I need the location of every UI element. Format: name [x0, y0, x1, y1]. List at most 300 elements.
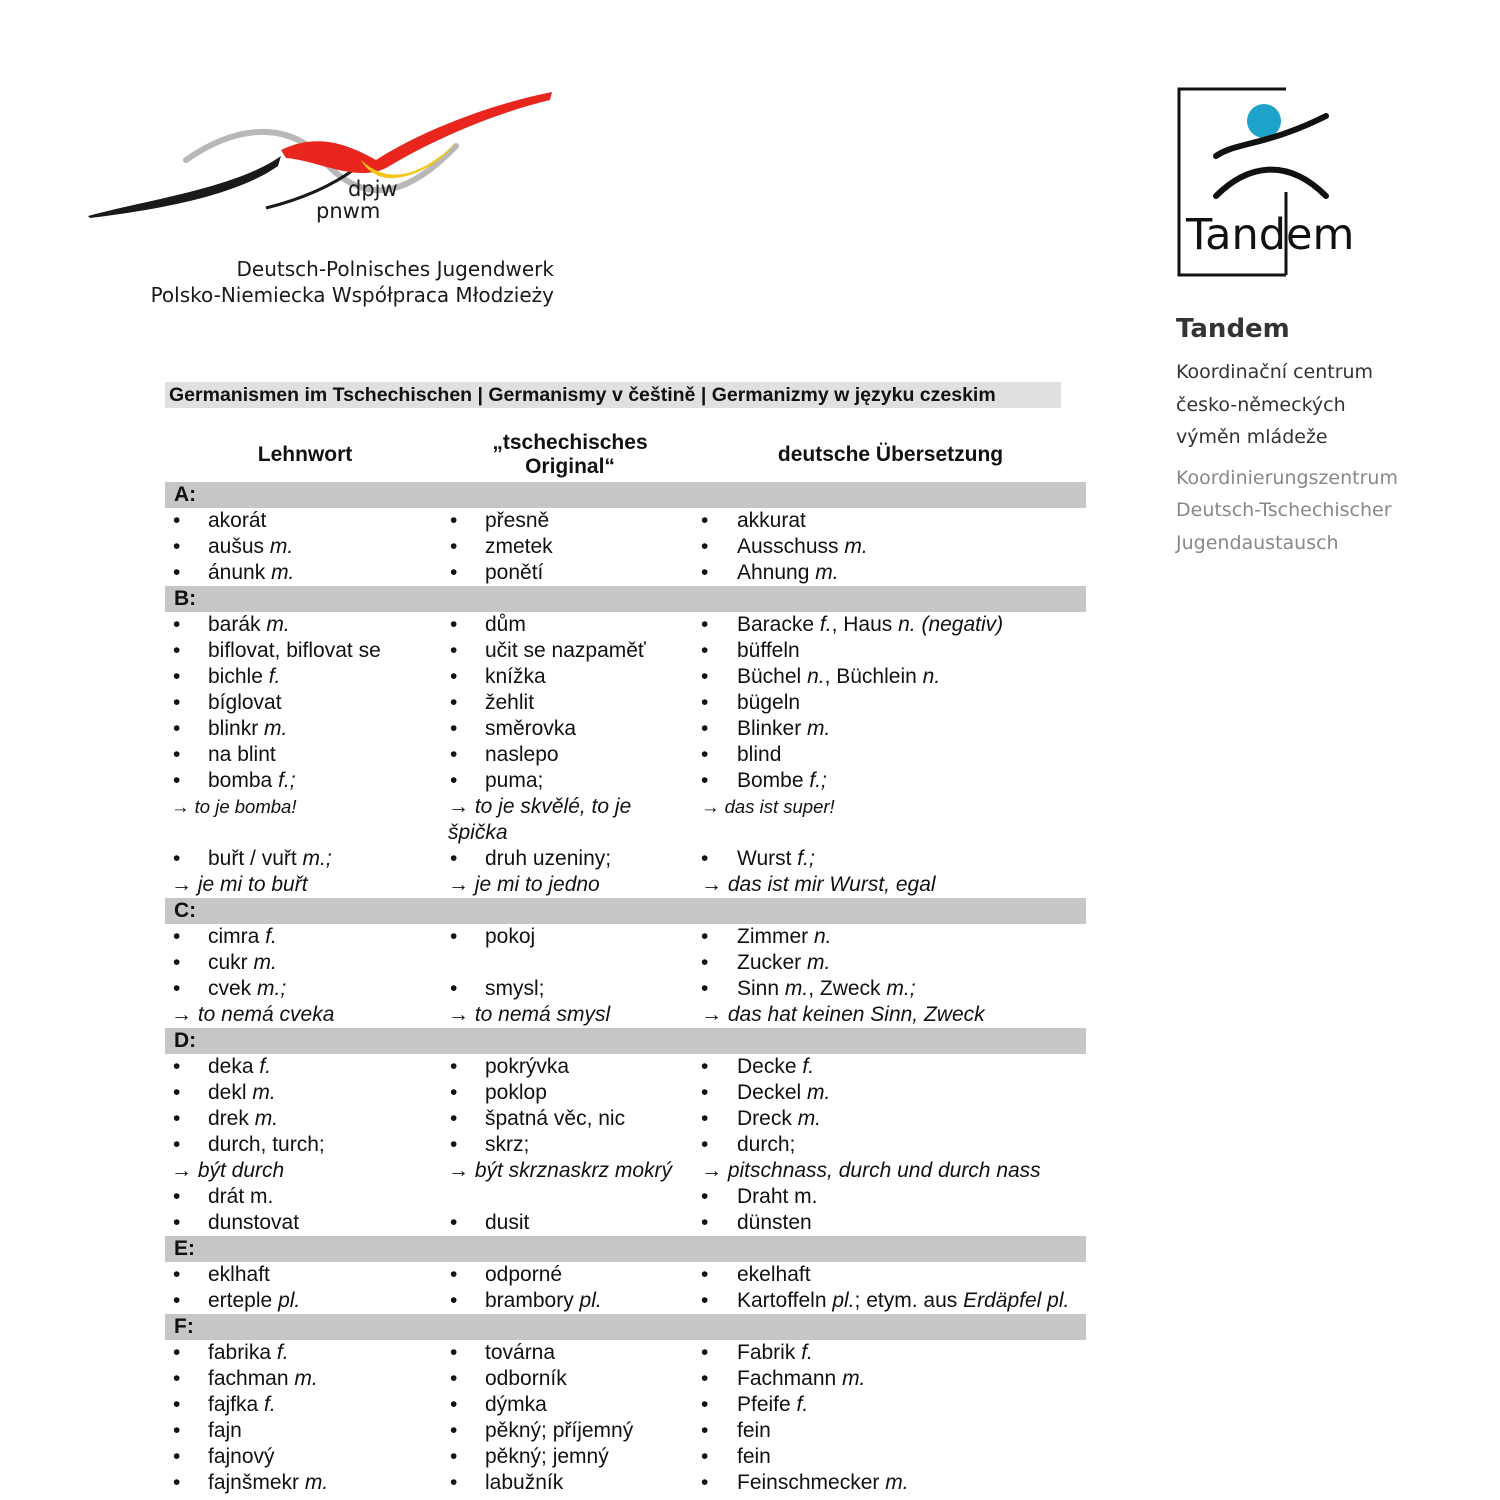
- entry-text: → je mi to jedno: [448, 873, 600, 896]
- tandem-logo: [1176, 86, 1356, 278]
- grammar-label: n.: [814, 925, 832, 948]
- entry-cell: [695, 534, 1086, 560]
- example-cell: [445, 1002, 695, 1028]
- table-row: [165, 1054, 1086, 1080]
- entry-text: Dreck: [737, 1107, 792, 1130]
- grammar-label: m.: [253, 951, 277, 974]
- entry-cell: [165, 1262, 445, 1288]
- entry-text: Büchel: [737, 665, 802, 688]
- grammar-label: pl.: [832, 1289, 855, 1312]
- entry-text: → to nemá cveka: [171, 1003, 335, 1026]
- entry-text: barák: [208, 613, 261, 636]
- grammar-label: f.: [819, 613, 832, 636]
- dpjw-name-pl: Polsko-Niemiecka Współpraca Młodzieży: [150, 283, 554, 307]
- table-row: [165, 1158, 1086, 1184]
- table-row: [165, 742, 1086, 768]
- tandem-title: Tandem: [1176, 314, 1290, 344]
- entry-text: Draht m.: [737, 1185, 818, 1208]
- entry-cell: [165, 716, 445, 742]
- entry-text: , Zweck: [808, 977, 881, 1000]
- entry-text: dýmka: [485, 1393, 547, 1416]
- entry-cell: [695, 1418, 1086, 1444]
- entry-cell: [695, 1444, 1086, 1470]
- entry-text: pěkný; jemný: [485, 1445, 609, 1468]
- grammar-label: f.: [268, 665, 281, 688]
- entry-cell: [695, 1054, 1086, 1080]
- entry-text: drát m.: [208, 1185, 274, 1208]
- column-header-translation: deutsche Übersetzung: [777, 443, 1004, 466]
- entry-text: , Büchlein: [824, 665, 917, 688]
- table-row: [165, 1080, 1086, 1106]
- entry-text: fajnšmekr: [208, 1471, 300, 1494]
- tandem-de-line: Koordinierungszentrum: [1176, 466, 1398, 489]
- entry-text: akkurat: [737, 509, 806, 532]
- grammar-label: m.: [815, 561, 839, 584]
- grammar-label: m.;: [257, 977, 287, 1000]
- table-row: [165, 1184, 1086, 1210]
- entry-cell: [165, 1132, 445, 1158]
- entry-text: durch;: [737, 1133, 796, 1156]
- entry-text: ponětí: [485, 561, 544, 584]
- entry-cell: [165, 1418, 445, 1444]
- table-row: [165, 794, 1086, 846]
- entry-cell: [445, 846, 695, 872]
- entry-text: naslepo: [485, 743, 559, 766]
- entry-text: fajnový: [208, 1445, 275, 1468]
- table-row: [165, 560, 1086, 586]
- grammar-label: f.: [802, 1055, 815, 1078]
- tandem-wordmark: Tandem: [1186, 210, 1355, 260]
- grammar-label: f.;: [809, 769, 827, 792]
- entry-text: fabrika: [208, 1341, 272, 1364]
- entry-text: blind: [737, 743, 782, 766]
- grammar-label: f.: [276, 1341, 289, 1364]
- entry-cell: [695, 560, 1086, 586]
- entry-text: skrz;: [485, 1133, 530, 1156]
- entry-cell: [165, 742, 445, 768]
- entry-text: bichle: [208, 665, 263, 688]
- example-cell: [695, 1158, 1086, 1184]
- entry-text: → to nemá smysl: [448, 1003, 611, 1026]
- grammar-label: m.: [269, 535, 294, 558]
- entry-text: → být skrznaskrz mokrý: [448, 1159, 673, 1182]
- section-header: F:: [165, 1314, 1086, 1340]
- entry-cell: [165, 1392, 445, 1418]
- entry-text: knížka: [485, 665, 546, 688]
- entry-text: bomba: [208, 769, 273, 792]
- entry-text: Decke: [737, 1055, 797, 1078]
- entry-cell: [695, 1340, 1086, 1366]
- entry-cell: [445, 924, 695, 950]
- dpjw-name-block: [86, 256, 554, 308]
- grammar-label: f.;: [278, 769, 296, 792]
- entry-text: Wurst: [737, 847, 792, 870]
- entry-text: Blinker: [737, 717, 802, 740]
- entry-cell: [695, 950, 1086, 976]
- table-row: [165, 768, 1086, 794]
- entry-cell: [695, 1210, 1086, 1236]
- entry-cell: [445, 1054, 695, 1080]
- entry-text: odporné: [485, 1263, 563, 1286]
- grammar-label: n.: [922, 665, 941, 688]
- entry-text: buřt / vuřt: [208, 847, 297, 870]
- entry-cell: [695, 1262, 1086, 1288]
- grammar-label: n.: [807, 665, 825, 688]
- tandem-dot-icon: [1247, 104, 1281, 138]
- entry-text: Baracke: [737, 613, 815, 636]
- entry-text: deka: [208, 1055, 254, 1078]
- grammar-label: f.: [796, 1393, 809, 1416]
- entry-cell: [695, 638, 1086, 664]
- germanisms-table: [165, 428, 1086, 1496]
- table-row: [165, 924, 1086, 950]
- entry-text: brambory: [485, 1289, 574, 1312]
- entry-text: Ausschuss: [737, 535, 839, 558]
- entry-text: ekelhaft: [737, 1263, 811, 1286]
- entry-text: žehlit: [485, 691, 535, 714]
- table-row: [165, 508, 1086, 534]
- entry-cell: [445, 1288, 695, 1314]
- entry-text: učit se nazpaměť: [485, 639, 646, 662]
- entry-text: poklop: [485, 1081, 547, 1104]
- table-row: [165, 950, 1086, 976]
- entry-text: fein: [737, 1445, 771, 1468]
- table-row: [165, 690, 1086, 716]
- grammar-label: f.: [264, 1393, 276, 1416]
- example-cell: [165, 872, 445, 898]
- entry-cell: [695, 742, 1086, 768]
- table-row: [165, 1340, 1086, 1366]
- entry-text: cimra: [208, 925, 260, 948]
- logo-swoosh-black: [88, 156, 281, 218]
- section-header: D:: [165, 1028, 1086, 1054]
- entry-text: Kartoffeln: [737, 1289, 827, 1312]
- tandem-de-line: Jugendaustausch: [1176, 531, 1339, 554]
- entry-text: fein: [737, 1419, 771, 1442]
- grammar-label: m.;: [886, 977, 916, 1000]
- entry-text: bíglovat: [208, 691, 282, 714]
- entry-cell: [695, 716, 1086, 742]
- grammar-label: m.: [797, 1107, 822, 1130]
- grammar-label: m.: [264, 717, 288, 740]
- entry-text: továrna: [485, 1341, 556, 1364]
- entry-text: směrovka: [485, 717, 577, 740]
- entry-cell: [695, 976, 1086, 1002]
- tandem-cz-line: výměn mládeže: [1176, 426, 1328, 448]
- entry-cell: [695, 1366, 1086, 1392]
- entry-text: ; etym. aus: [854, 1289, 958, 1312]
- section-header: C:: [165, 898, 1086, 924]
- tandem-arc-lower: [1216, 170, 1326, 196]
- entry-text: erteple: [208, 1289, 273, 1312]
- grammar-label: m.;: [302, 847, 332, 870]
- entry-text: pokoj: [485, 925, 536, 948]
- entry-text: fajn: [208, 1419, 242, 1442]
- grammar-label: f.: [259, 1055, 272, 1078]
- entry-cell: [165, 1288, 445, 1314]
- entry-cell: [165, 1106, 445, 1132]
- entry-text: fachman: [208, 1367, 289, 1390]
- entry-cell: [165, 534, 445, 560]
- grammar-label: m.: [271, 561, 295, 584]
- table-row: [165, 1002, 1086, 1028]
- grammar-label: m.: [252, 1081, 276, 1104]
- empty-cell: [445, 1184, 695, 1210]
- grammar-label: m.: [844, 535, 868, 558]
- entry-cell: [165, 950, 445, 976]
- example-cell: [445, 794, 695, 846]
- entry-cell: [165, 1210, 445, 1236]
- logo-letters-dpjw: dpjw: [348, 177, 398, 201]
- grammar-label: f.;: [797, 847, 815, 870]
- example-cell: [165, 794, 445, 846]
- entry-cell: [445, 1106, 695, 1132]
- entry-text: → pitschnass, durch und durch nass: [701, 1159, 1041, 1182]
- table-row: [165, 872, 1086, 898]
- entry-text: bügeln: [737, 691, 801, 714]
- entry-text: → das ist super!: [701, 796, 835, 817]
- entry-text: eklhaft: [208, 1263, 270, 1286]
- entry-cell: [445, 1366, 695, 1392]
- entry-cell: [165, 638, 445, 664]
- entry-cell: [445, 1392, 695, 1418]
- entry-cell: [445, 560, 695, 586]
- grammar-label: m.: [254, 1107, 279, 1130]
- entry-cell: [165, 924, 445, 950]
- entry-cell: [445, 1444, 695, 1470]
- example-cell: [165, 1158, 445, 1184]
- entry-text: → to je bomba!: [171, 796, 297, 817]
- grammar-label: m.: [304, 1471, 329, 1494]
- entry-text: smysl;: [485, 977, 545, 1000]
- entry-text: přesně: [485, 509, 550, 532]
- entry-cell: [695, 612, 1086, 638]
- entry-cell: [165, 664, 445, 690]
- entry-cell: [445, 612, 695, 638]
- entry-cell: [695, 1470, 1086, 1496]
- entry-cell: [445, 1210, 695, 1236]
- tandem-description-de: [1176, 462, 1476, 560]
- table-row: [165, 846, 1086, 872]
- entry-cell: [445, 742, 695, 768]
- grammar-label: n. (negativ): [898, 613, 1004, 636]
- entry-cell: [445, 768, 695, 794]
- example-cell: [695, 794, 1086, 846]
- entry-text: cvek: [208, 977, 252, 1000]
- empty-cell: [445, 950, 695, 976]
- dpjw-name-de: Deutsch-Polnisches Jugendwerk: [236, 257, 554, 281]
- entry-cell: [445, 508, 695, 534]
- example-cell: [165, 1002, 445, 1028]
- entry-text: , Haus: [831, 613, 893, 636]
- table-header: [165, 428, 1086, 482]
- entry-cell: [695, 1288, 1086, 1314]
- entry-cell: [695, 1132, 1086, 1158]
- entry-cell: [165, 1470, 445, 1496]
- table-row: [165, 664, 1086, 690]
- table-row: [165, 638, 1086, 664]
- entry-text: Feinschmecker: [737, 1471, 880, 1494]
- entry-text: → je mi to buřt: [171, 873, 308, 896]
- entry-text: aušus: [208, 535, 265, 558]
- entry-cell: [695, 924, 1086, 950]
- entry-cell: [695, 508, 1086, 534]
- entry-text: → das hat keinen Sinn, Zweck: [701, 1003, 985, 1026]
- entry-cell: [445, 664, 695, 690]
- entry-text: druh uzeniny;: [485, 847, 612, 870]
- entry-cell: [445, 1080, 695, 1106]
- entry-text: dünsten: [737, 1211, 812, 1234]
- entry-text: → být durch: [171, 1159, 285, 1182]
- entry-text: büffeln: [737, 639, 800, 662]
- entry-text: drek: [208, 1107, 249, 1130]
- entry-text: Zucker: [737, 951, 802, 974]
- entry-cell: [695, 1106, 1086, 1132]
- entry-cell: [165, 1184, 445, 1210]
- example-cell: [445, 872, 695, 898]
- grammar-label: m.: [266, 613, 290, 636]
- entry-text: fajfka: [208, 1393, 259, 1416]
- entry-cell: [445, 1262, 695, 1288]
- entry-text: Fachmann: [737, 1367, 837, 1390]
- entry-text: Deckel: [737, 1081, 802, 1104]
- grammar-label: m.: [807, 1081, 831, 1104]
- column-header-original: „tschechisches Original“: [492, 431, 648, 478]
- entry-cell: [165, 1054, 445, 1080]
- entry-cell: [445, 1470, 695, 1496]
- entry-text: zmetek: [485, 535, 553, 558]
- entry-text: → das ist mir Wurst, egal: [701, 873, 936, 896]
- entry-text: dekl: [208, 1081, 247, 1104]
- entry-text: na blint: [208, 743, 276, 766]
- entry-text: Fabrik: [737, 1341, 796, 1364]
- entry-text: ánunk: [208, 561, 266, 584]
- entry-text: akorát: [208, 509, 267, 532]
- entry-text: durch, turch;: [208, 1133, 325, 1156]
- entry-cell: [165, 1366, 445, 1392]
- grammar-label: f.: [801, 1341, 813, 1364]
- entry-cell: [165, 1080, 445, 1106]
- logo-swoosh-red: [281, 92, 552, 173]
- grammar-label: m.: [807, 951, 831, 974]
- entry-cell: [165, 560, 445, 586]
- table-row: [165, 534, 1086, 560]
- entry-text: Zimmer: [737, 925, 809, 948]
- entry-text: pokrývka: [485, 1055, 570, 1078]
- entry-cell: [165, 1444, 445, 1470]
- table-row: [165, 1262, 1086, 1288]
- tandem-cz-line: česko-německých: [1176, 393, 1346, 416]
- grammar-label: pl.: [278, 1289, 301, 1312]
- entry-cell: [445, 716, 695, 742]
- section-header: E:: [165, 1236, 1086, 1262]
- entry-cell: [445, 1340, 695, 1366]
- entry-cell: [165, 508, 445, 534]
- entry-text: Sinn: [737, 977, 780, 1000]
- table-row: [165, 1132, 1086, 1158]
- section-header: B:: [165, 586, 1086, 612]
- table-row: [165, 1470, 1086, 1496]
- table-row: [165, 1210, 1086, 1236]
- entry-cell: [695, 1392, 1086, 1418]
- grammar-label: m.: [885, 1471, 909, 1494]
- entry-text: pěkný; příjemný: [485, 1419, 634, 1442]
- document-title: Germanismen im Tschechischen | Germanismy v češtině | Germanizmy w języku czeskim: [165, 382, 1061, 408]
- entry-text: cukr: [208, 951, 248, 974]
- logo-letters-pnwm: pnwm: [316, 199, 381, 223]
- entry-cell: [695, 690, 1086, 716]
- example-cell: [445, 1158, 695, 1184]
- grammar-label: m.: [807, 717, 831, 740]
- entry-text: labužník: [485, 1471, 564, 1494]
- entry-text: dusit: [485, 1211, 530, 1234]
- entry-cell: [165, 846, 445, 872]
- table-row: [165, 1288, 1086, 1314]
- entry-cell: [695, 1184, 1086, 1210]
- table-row: [165, 1418, 1086, 1444]
- entry-cell: [445, 534, 695, 560]
- entry-cell: [165, 1340, 445, 1366]
- section-header: A:: [165, 482, 1086, 508]
- entry-text: odborník: [485, 1367, 567, 1390]
- entry-cell: [165, 690, 445, 716]
- table-row: [165, 716, 1086, 742]
- column-header-lehnwort: Lehnwort: [257, 443, 353, 466]
- entry-cell: [445, 690, 695, 716]
- entry-cell: [695, 1080, 1086, 1106]
- grammar-label: m.: [784, 977, 809, 1000]
- table-row: [165, 1444, 1086, 1470]
- table-row: [165, 1392, 1086, 1418]
- grammar-label: Erdäpfel pl.: [963, 1289, 1070, 1312]
- grammar-label: f.: [265, 925, 277, 948]
- tandem-cz-line: Koordinační centrum: [1176, 361, 1374, 383]
- entry-cell: [445, 976, 695, 1002]
- entry-cell: [165, 612, 445, 638]
- entry-text: blinkr: [208, 717, 259, 740]
- entry-text: špatná věc, nic: [485, 1107, 626, 1130]
- entry-text: puma;: [485, 769, 544, 792]
- table-row: [165, 976, 1086, 1002]
- dpjw-logo: [86, 88, 556, 248]
- table-row: [165, 612, 1086, 638]
- tandem-info: [1176, 314, 1476, 559]
- table-body: [165, 482, 1086, 1496]
- entry-text: Bombe: [737, 769, 804, 792]
- grammar-label: pl.: [579, 1289, 602, 1312]
- tandem-description-cz: [1176, 356, 1476, 454]
- tandem-de-line: Deutsch-Tschechischer: [1176, 499, 1392, 521]
- grammar-label: m.: [294, 1367, 318, 1390]
- entry-text: Ahnung: [737, 561, 816, 584]
- entry-cell: [695, 768, 1086, 794]
- table-row: [165, 1106, 1086, 1132]
- entry-cell: [445, 1132, 695, 1158]
- entry-cell: [165, 976, 445, 1002]
- example-cell: [695, 1002, 1086, 1028]
- grammar-label: m.: [842, 1367, 866, 1390]
- entry-cell: [165, 768, 445, 794]
- entry-cell: [445, 1418, 695, 1444]
- entry-text: Pfeife: [737, 1393, 791, 1416]
- entry-cell: [445, 638, 695, 664]
- entry-text: → to je skvělé, to je špička: [448, 795, 632, 844]
- entry-text: dům: [485, 613, 526, 636]
- table-row: [165, 1366, 1086, 1392]
- entry-cell: [695, 664, 1086, 690]
- entry-text: biflovat, biflovat se: [208, 639, 381, 662]
- example-cell: [695, 872, 1086, 898]
